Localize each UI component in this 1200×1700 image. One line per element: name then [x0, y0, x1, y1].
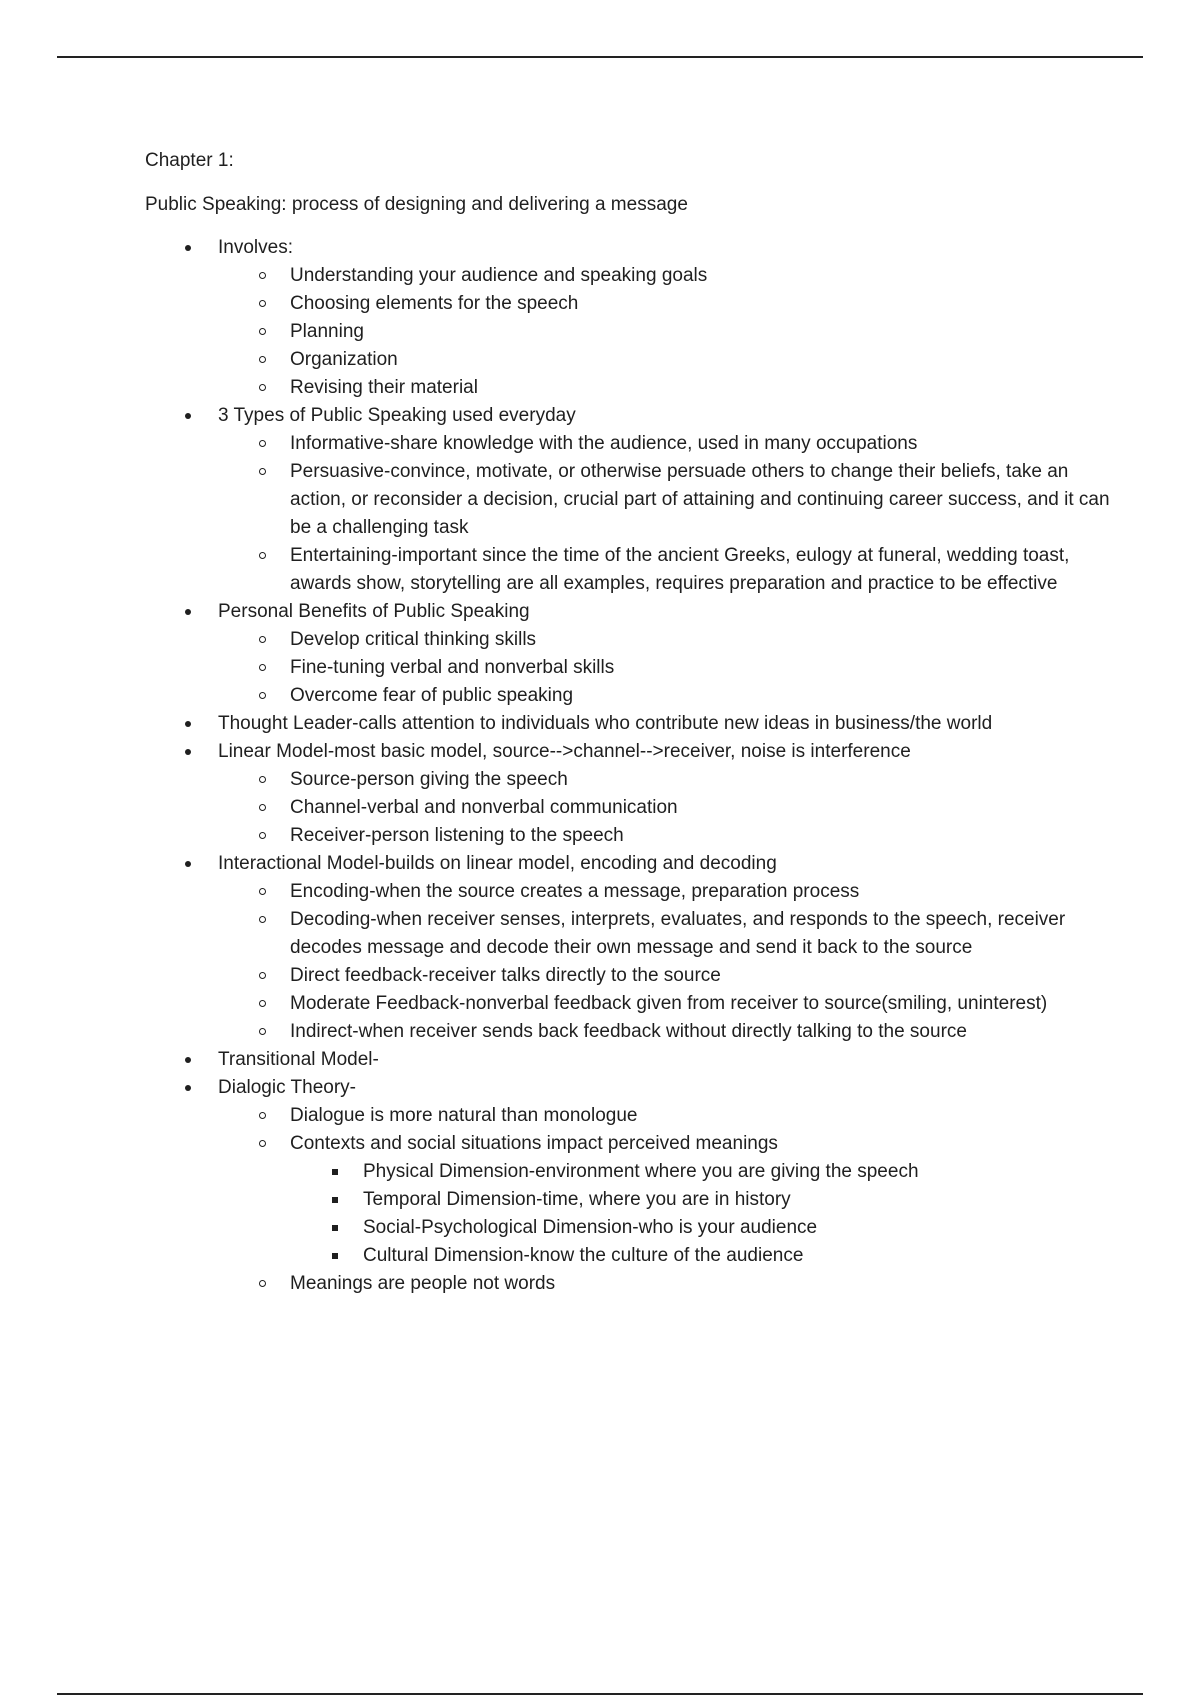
- circle-bullet-icon: [255, 1130, 269, 1158]
- list-item-text: Fine-tuning verbal and nonverbal skills: [290, 657, 615, 678]
- list-item-text: Organization: [290, 349, 398, 370]
- document-body: [145, 147, 1125, 1298]
- list-item: [145, 626, 1125, 654]
- list-item: [145, 850, 1125, 878]
- list-item-text: Informative-share knowledge with the audience, used in many occupations: [290, 433, 918, 454]
- list-item-text: Social-Psychological Dimension-who is your audience: [363, 1217, 818, 1238]
- list-item-text: Receiver-person listening to the speech: [290, 825, 624, 846]
- circle-bullet-icon: [255, 318, 269, 346]
- circle-bullet-icon: [255, 794, 269, 822]
- circle-bullet-icon: [255, 682, 269, 710]
- circle-bullet-icon: [255, 290, 269, 318]
- list-item-text: Thought Leader-calls attention to individuals who contribute new ideas in business/the world: [218, 713, 993, 734]
- list-item: [145, 262, 1125, 290]
- list-item-text: Persuasive-convince, motivate, or otherwise persuade others to change their beliefs, take an action, or reconsider a decision, crucial part of attaining and continuing career success, and it can be a challenging task: [290, 461, 1110, 538]
- circle-bullet-icon: [255, 878, 269, 906]
- list-item-text: Dialogic Theory-: [218, 1077, 356, 1098]
- bullet-icon: [181, 1074, 195, 1102]
- list-item-text: 3 Types of Public Speaking used everyday: [218, 405, 576, 426]
- list-item: [145, 906, 1125, 962]
- circle-bullet-icon: [255, 822, 269, 850]
- list-item: [145, 654, 1125, 682]
- list-item: [145, 1074, 1125, 1102]
- list-item: [145, 1158, 1125, 1186]
- circle-bullet-icon: [255, 346, 269, 374]
- list-item-text: Choosing elements for the speech: [290, 293, 579, 314]
- list-item: [145, 1130, 1125, 1158]
- list-item-text: Entertaining-important since the time of the ancient Greeks, eulogy at funeral, wedding toast, awards show, storytelling are all examples, requires preparation and practice to be effective: [290, 545, 1070, 594]
- list-item: [145, 318, 1125, 346]
- list-item-text: Develop critical thinking skills: [290, 629, 537, 650]
- list-item-text: Direct feedback-receiver talks directly to the source: [290, 965, 721, 986]
- list-item: [145, 990, 1125, 1018]
- list-item-text: Contexts and social situations impact perceived meanings: [290, 1133, 778, 1154]
- list-item: [145, 794, 1125, 822]
- outline-list: [145, 234, 1125, 1298]
- circle-bullet-icon: [255, 990, 269, 1018]
- square-bullet-icon: [328, 1158, 342, 1186]
- list-item: [145, 346, 1125, 374]
- list-item-text: Channel-verbal and nonverbal communication: [290, 797, 678, 818]
- circle-bullet-icon: [255, 766, 269, 794]
- circle-bullet-icon: [255, 542, 269, 570]
- circle-bullet-icon: [255, 1018, 269, 1046]
- list-item-text: Temporal Dimension-time, where you are in history: [363, 1189, 791, 1210]
- list-item-text: Moderate Feedback-nonverbal feedback given from receiver to source(smiling, uninterest): [290, 993, 1048, 1014]
- bullet-icon: [181, 1046, 195, 1074]
- circle-bullet-icon: [255, 654, 269, 682]
- square-bullet-icon: [328, 1242, 342, 1270]
- list-item-text: Cultural Dimension-know the culture of the audience: [363, 1245, 804, 1266]
- bullet-icon: [181, 850, 195, 878]
- list-item: [145, 710, 1125, 738]
- list-item: [145, 766, 1125, 794]
- chapter-heading: Chapter 1:: [145, 150, 234, 171]
- list-item-text: Revising their material: [290, 377, 478, 398]
- bullet-icon: [181, 710, 195, 738]
- list-item-text: Interactional Model-builds on linear model, encoding and decoding: [218, 853, 777, 874]
- circle-bullet-icon: [255, 962, 269, 990]
- list-item: [145, 542, 1125, 598]
- list-item: [145, 598, 1125, 626]
- list-item-text: Transitional Model-: [218, 1049, 379, 1070]
- list-item: [145, 1046, 1125, 1074]
- list-item: [145, 430, 1125, 458]
- circle-bullet-icon: [255, 458, 269, 486]
- list-item: [145, 1214, 1125, 1242]
- list-item: [145, 1186, 1125, 1214]
- bullet-icon: [181, 738, 195, 766]
- list-item: [145, 234, 1125, 262]
- list-item: [145, 878, 1125, 906]
- list-item: [145, 738, 1125, 766]
- list-item: [145, 1242, 1125, 1270]
- circle-bullet-icon: [255, 262, 269, 290]
- circle-bullet-icon: [255, 374, 269, 402]
- list-item-text: Meanings are people not words: [290, 1273, 556, 1294]
- list-item-text: Personal Benefits of Public Speaking: [218, 601, 530, 622]
- list-item-text: Planning: [290, 321, 364, 342]
- list-item: [145, 402, 1125, 430]
- list-item-text: Involves:: [218, 237, 293, 258]
- list-item: [145, 374, 1125, 402]
- list-item: [145, 822, 1125, 850]
- definition-paragraph: Public Speaking: process of designing and delivering a message: [145, 194, 688, 215]
- list-item-text: Decoding-when receiver senses, interprets, evaluates, and responds to the speech, receiver decodes message and decode their own message and send it back to the source: [290, 909, 1066, 958]
- list-item: [145, 962, 1125, 990]
- list-item: [145, 290, 1125, 318]
- list-item: [145, 458, 1125, 542]
- circle-bullet-icon: [255, 626, 269, 654]
- bullet-icon: [181, 234, 195, 262]
- list-item-text: Dialogue is more natural than monologue: [290, 1105, 638, 1126]
- circle-bullet-icon: [255, 906, 269, 934]
- circle-bullet-icon: [255, 430, 269, 458]
- list-item: [145, 1102, 1125, 1130]
- list-item-text: Overcome fear of public speaking: [290, 685, 574, 706]
- bullet-icon: [181, 598, 195, 626]
- list-item-text: Encoding-when the source creates a message, preparation process: [290, 881, 860, 902]
- circle-bullet-icon: [255, 1270, 269, 1298]
- header-rule: [57, 56, 1143, 58]
- bullet-icon: [181, 402, 195, 430]
- list-item: [145, 1018, 1125, 1046]
- list-item-text: Indirect-when receiver sends back feedback without directly talking to the source: [290, 1021, 967, 1042]
- list-item-text: Understanding your audience and speaking goals: [290, 265, 708, 286]
- list-item: [145, 1270, 1125, 1298]
- list-item-text: Physical Dimension-environment where you are giving the speech: [363, 1161, 919, 1182]
- circle-bullet-icon: [255, 1102, 269, 1130]
- list-item-text: Linear Model-most basic model, source-->channel-->receiver, noise is interference: [218, 741, 911, 762]
- square-bullet-icon: [328, 1186, 342, 1214]
- footer-rule: [57, 1693, 1143, 1695]
- list-item-text: Source-person giving the speech: [290, 769, 568, 790]
- square-bullet-icon: [328, 1214, 342, 1242]
- list-item: [145, 682, 1125, 710]
